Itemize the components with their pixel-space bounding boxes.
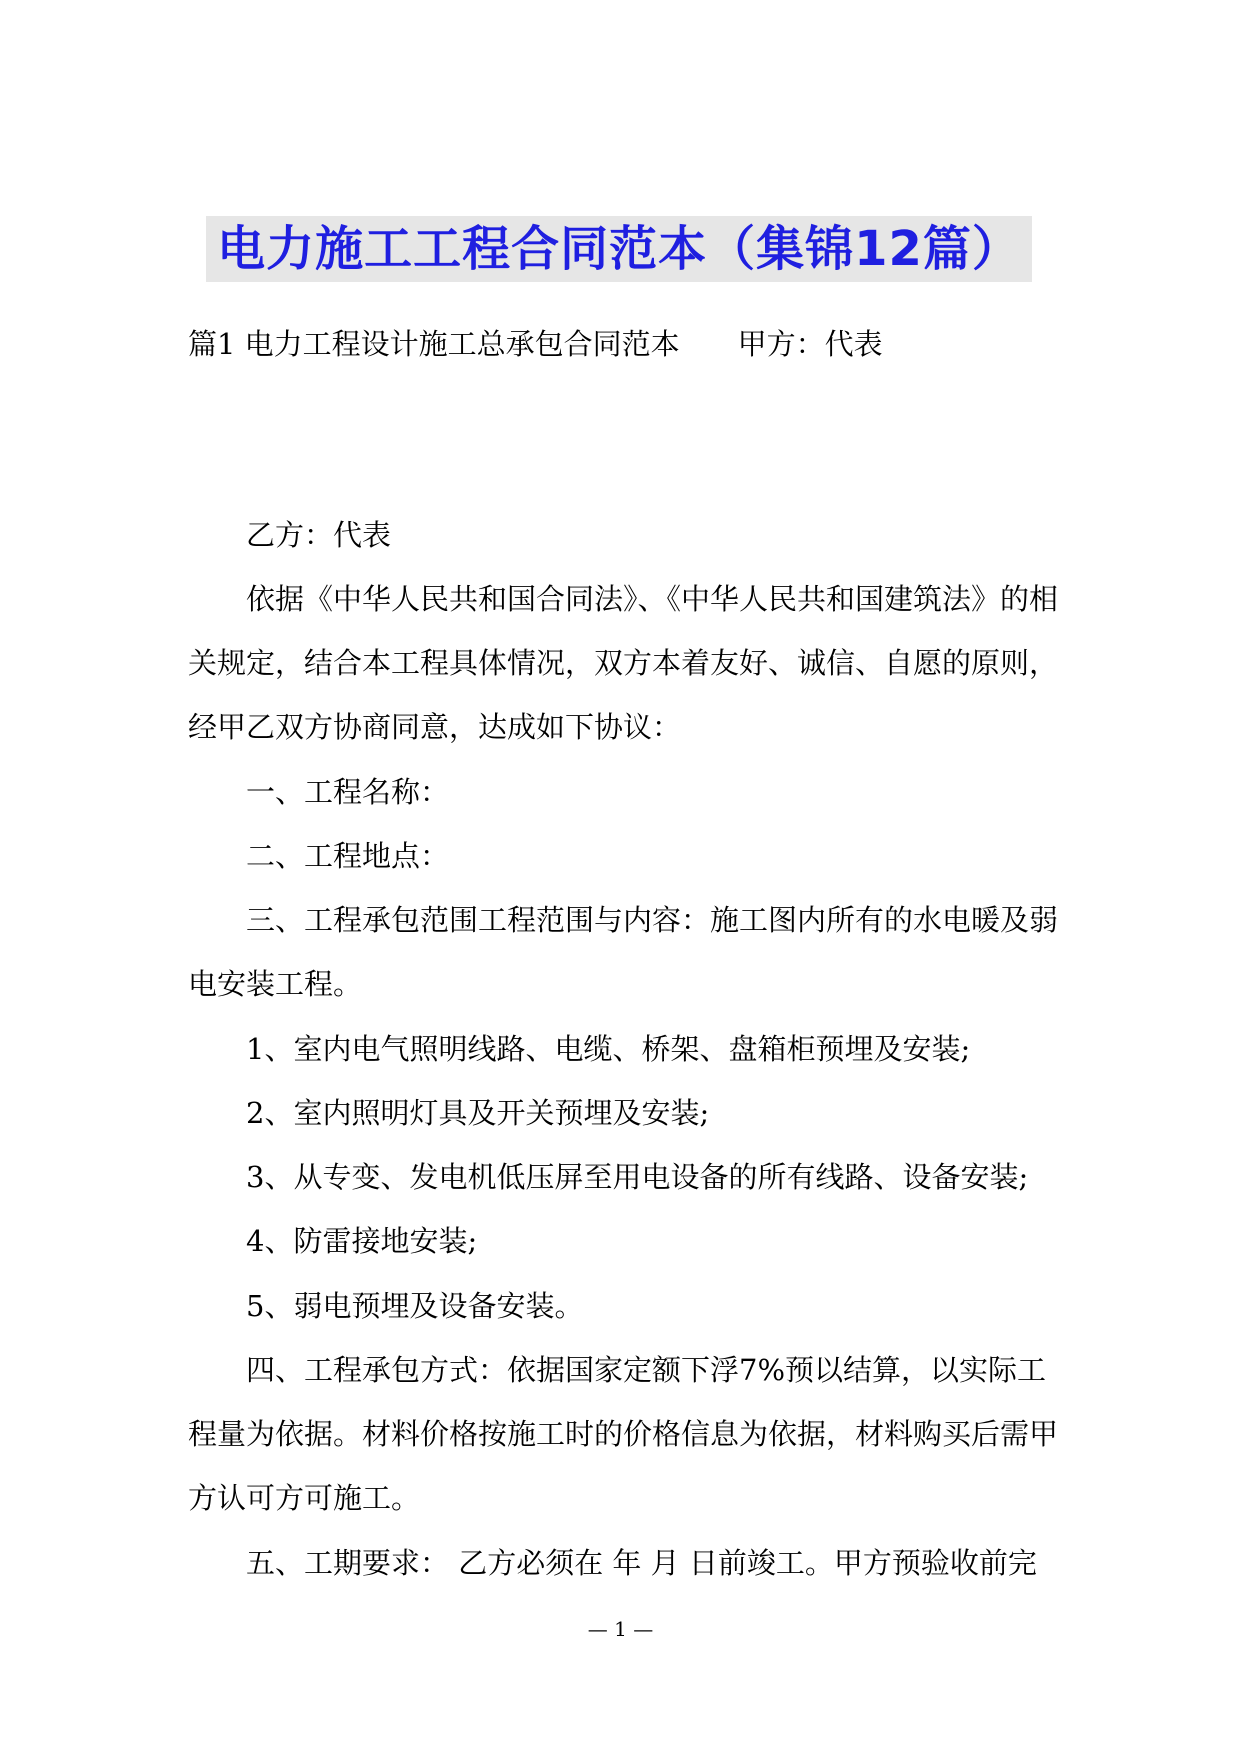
list-item: 5、弱电预埋及设备安装。 [246, 1289, 584, 1323]
paragraph-line: 四、工程承包方式：依据国家定额下浮7%预以结算，以实际工 [246, 1353, 1047, 1387]
list-item: 2、室内照明灯具及开关预埋及安装; [246, 1096, 710, 1130]
header-line [188, 324, 883, 364]
paragraph-line: 方认可方可施工。 [188, 1481, 421, 1515]
chapter-heading: 篇1 电力工程设计施工总承包合同范本 [188, 327, 680, 361]
page-number: — 1 — [587, 1617, 654, 1641]
document-title: 电力施工工程合同范本（集锦12篇） [206, 216, 1032, 282]
list-item: 3、从专变、发电机低压屏至用电设备的所有线路、设备安装; [246, 1160, 1029, 1194]
paragraph-line: 二、工程地点： [246, 839, 450, 873]
paragraph-line: 经甲乙双方协商同意，达成如下协议： [188, 710, 682, 744]
paragraph-line: 五、工期要求： 乙方必须在 年 月 日前竣工。甲方预验收前完 [246, 1546, 1037, 1580]
paragraph-line: 乙方：代表 [246, 518, 392, 552]
paragraph-line: 依据《中华人民共和国合同法》、《中华人民共和国建筑法》的相 [246, 582, 1059, 616]
paragraph-line: 程量为依据。材料价格按施工时的价格信息为依据，材料购买后需甲 [188, 1417, 1059, 1451]
paragraph-line: 电安装工程。 [188, 967, 363, 1001]
party-a-label: 甲方：代表 [737, 327, 883, 361]
paragraph-line: 关规定，结合本工程具体情况，双方本着友好、诚信、自愿的原则， [188, 646, 1059, 680]
paragraph-line: 一、工程名称： [246, 775, 450, 809]
paragraph-line: 三、工程承包范围工程范围与内容：施工图内所有的水电暖及弱 [246, 903, 1059, 937]
list-item: 4、防雷接地安装; [246, 1224, 478, 1258]
list-item: 1、室内电气照明线路、电缆、桥架、盘箱柜预埋及安装; [246, 1032, 971, 1066]
